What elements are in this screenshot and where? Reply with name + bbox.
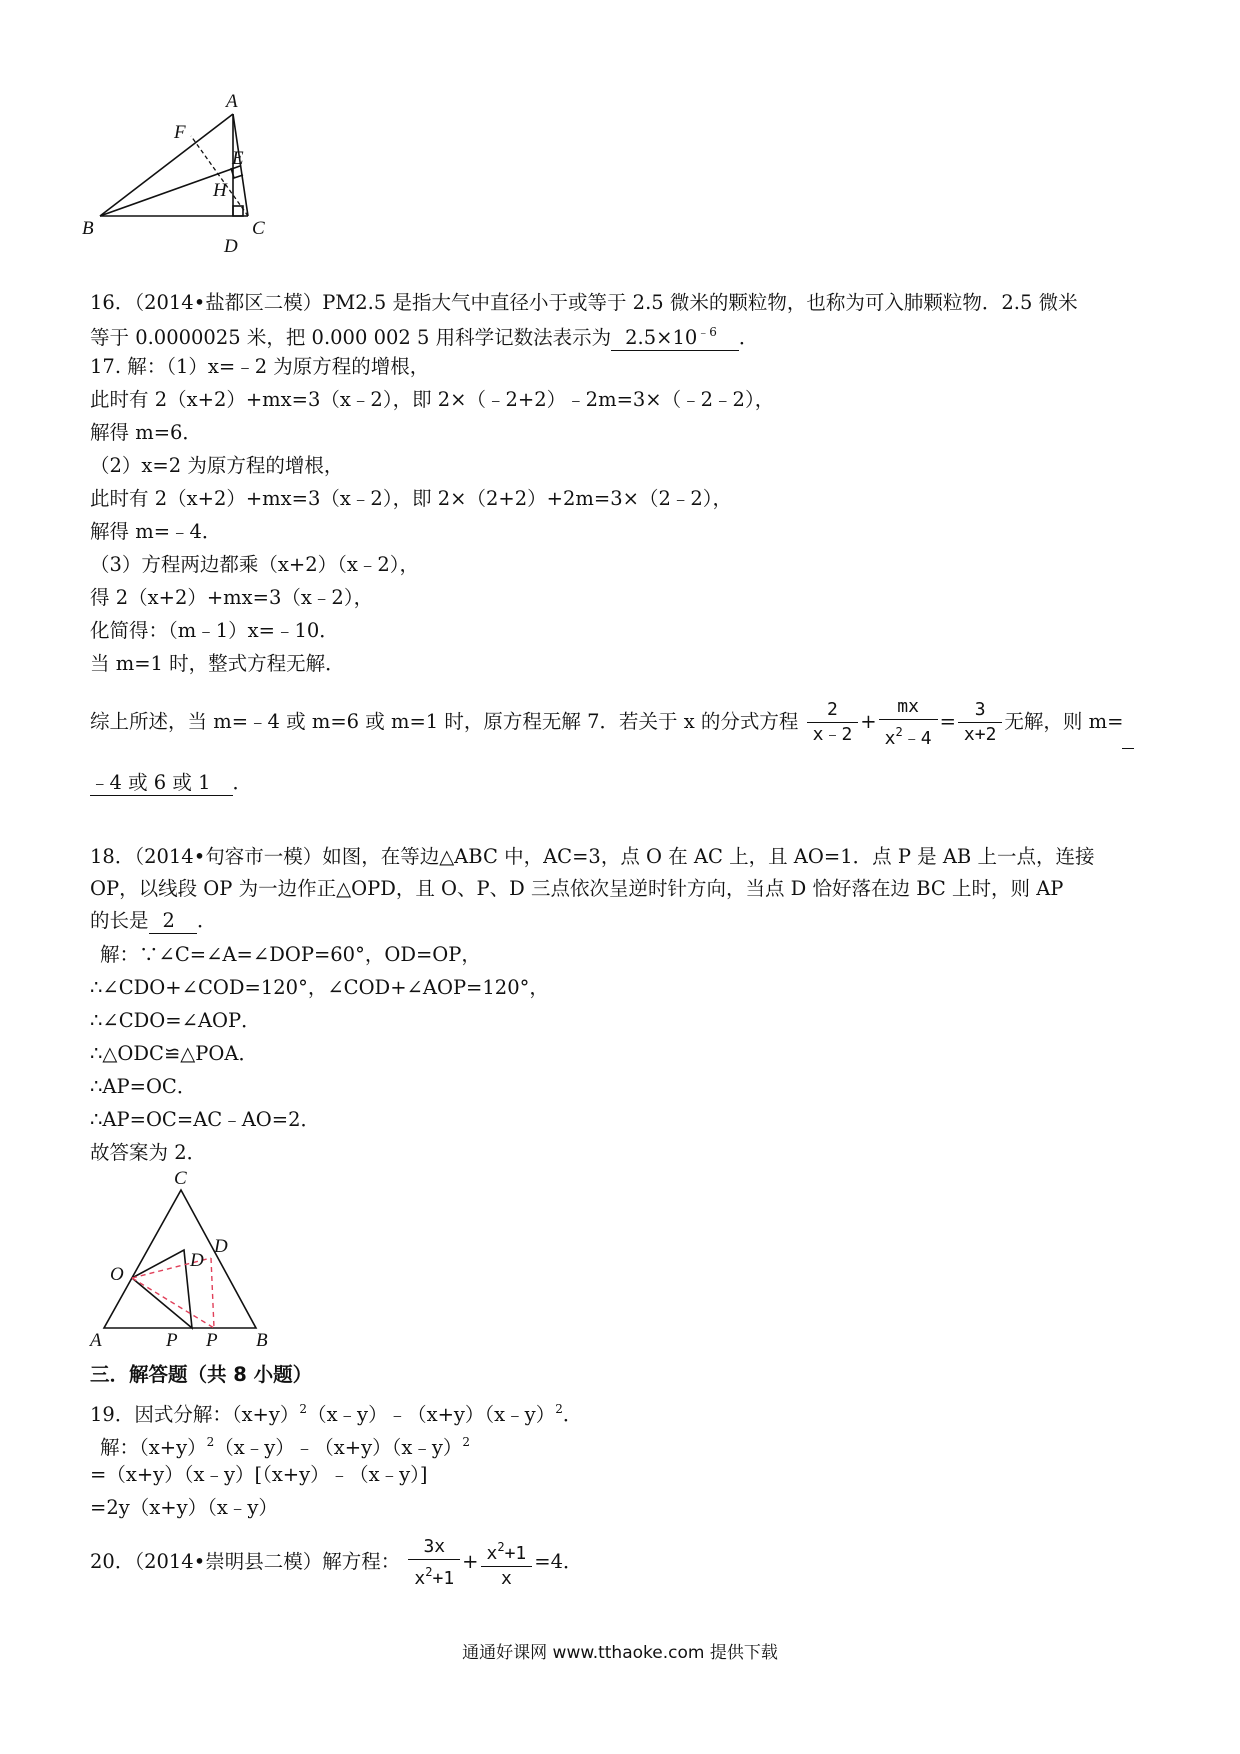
q19-line3: =（x+y）（x﹣y）[（x+y）﹣（x﹣y）] (90, 1463, 428, 1486)
q17-line: 此时有 2（x+2）+mx=3（x﹣2），即 2×（2+2）+2m=3×（2﹣2）， (90, 487, 733, 510)
q17-answer-line: ﹣4 或 6 或 1 ． (90, 771, 253, 794)
q18-solution-line: 解：∵∠C=∠A=∠DOP=60°，OD=OP， (100, 943, 481, 966)
footer-text: 通通好课网 www.tthaoke.com 提供下载 (462, 1643, 778, 1663)
q19-line1: 19．因式分解：$(x+y)^2(x﹣y)﹣(x+y)(x﹣y)^2$． (90, 1402, 583, 1426)
q18-line3: 的长是 2 ． (90, 909, 217, 932)
q18-solution-line: ∴△ODC≌△POA． (90, 1042, 258, 1065)
q16-line1: 16．（2014•盐都区二模）PM2.5 是指大气中直径小于或等于 2.5 微米的颗粒物，也称为可入肺颗粒物．2.5 微米 (90, 291, 1078, 314)
section-title: 三．解答题（共 8 小题） (90, 1363, 313, 1386)
q16-line2-text: 等于 0.0000025 米，把 0.000 002 5 用科学记数法表示为 (90, 326, 612, 349)
fraction-2: $\frac{mx}{x^2﹣4}$ (879, 695, 938, 751)
q17-line: 当 m=1 时，整式方程无解． (90, 652, 345, 675)
fraction-3: $\frac{3}{x+2}$ (958, 698, 1003, 747)
q18-solution-line: ∴∠CDO+∠COD=120°，∠COD+∠AOP=120°， (90, 976, 549, 999)
label-C: C (252, 218, 265, 239)
fraction-2: $\frac{x^2+1}{x}$ (481, 1535, 533, 1591)
q18-line2: OP，以线段 OP 为一边作正△OPD，且 O、P、D 三点依次呈逆时针方向，当点 D 恰好落在边 BC 上时，则 AP (90, 877, 1064, 900)
label-C: C (174, 1168, 187, 1189)
label-P: P (206, 1330, 218, 1351)
label-D: D (190, 1250, 204, 1271)
q17-summary-post: 无解，则 m= (1004, 710, 1124, 733)
q18-line1: 18．（2014•句容市一模）如图，在等边△ABC 中，AC=3，点 O 在 AC 上，且 AO=1．点 P 是 AB 上一点，连接 (90, 845, 1095, 868)
q19-line2: 解：$(x+y)^2(x﹣y)﹣(x+y)(x﹣y)^2$ (100, 1435, 471, 1459)
q17-line: 17. 解：（1）x=﹣2 为原方程的增根， (90, 355, 430, 378)
q16-line2 (90, 320, 758, 353)
q18-answer: 2 (149, 909, 197, 934)
label-E: E (232, 148, 244, 169)
q18-solution-line: ∴AP=OC=AC﹣AO=2． (90, 1108, 321, 1131)
label-D: D (214, 1236, 228, 1257)
q17-line: 得 2（x+2）+mx=3（x﹣2）， (90, 586, 374, 609)
q17-line: 解得 m=6． (90, 421, 202, 444)
q16-answer: $2.5\times 10^{﹣6}$ (611, 320, 739, 351)
q16-end: ． (738, 326, 759, 349)
fraction-1: $\frac{3x}{x^2+1}$ (408, 1535, 460, 1591)
q18-solution-line: ∴∠CDO=∠AOP． (90, 1009, 261, 1032)
figure-equilateral-triangle (84, 1168, 284, 1354)
label-A: A (90, 1330, 102, 1351)
q17-answer: ﹣4 或 6 或 1 (90, 771, 233, 796)
q17-line: 化简得：（m﹣1）x=﹣10． (90, 619, 339, 642)
label-D: D (224, 236, 238, 257)
fraction-1: $\frac{2}{x﹣2}$ (807, 698, 859, 747)
q17-answer-underline-tail (1122, 748, 1134, 749)
label-B: B (82, 218, 94, 239)
q17-line: 此时有 2（x+2）+mx=3（x﹣2），即 2×（﹣2+2）﹣2m=3×（﹣2﹣2）， (90, 388, 775, 411)
label-O: O (110, 1264, 124, 1285)
q18-solution-line: ∴AP=OC． (90, 1075, 197, 1098)
label-P: P (166, 1330, 178, 1351)
q17-line: （3）方程两边都乘（x+2）（x﹣2）， (90, 553, 420, 576)
q17-line: （2）x=2 为原方程的增根， (90, 454, 344, 477)
label-F: F (174, 122, 186, 143)
q17-line: 解得 m=﹣4． (90, 520, 222, 543)
q19-line4: =2y（x+y）（x﹣y） (90, 1496, 278, 1519)
q18-solution-line: 故答案为 2． (90, 1141, 207, 1164)
q17-summary-pre: 综上所述，当 m=﹣4 或 m=6 或 m=1 时，原方程无解 7．若关于 x 的分式方程 (90, 710, 799, 733)
label-B: B (256, 1330, 268, 1351)
figure-triangle-altitudes (80, 92, 290, 268)
q17-summary: 综上所述，当 m=﹣4 或 m=6 或 m=1 时，原方程无解 7．若关于 x 的分式方程 $\frac{2}{x﹣2}$ + $\frac{mx}{x^2﹣4}$ = $\frac{3}{x+2}$ 无解，则 m= (90, 695, 1124, 749)
q20-line: 20．（2014•崇明县二模）解方程： $\frac{3x}{x^2+1}$ + $\frac{x^2+1}{x}$ =4． (90, 1535, 583, 1589)
label-H: H (213, 180, 227, 201)
label-A: A (226, 92, 238, 112)
